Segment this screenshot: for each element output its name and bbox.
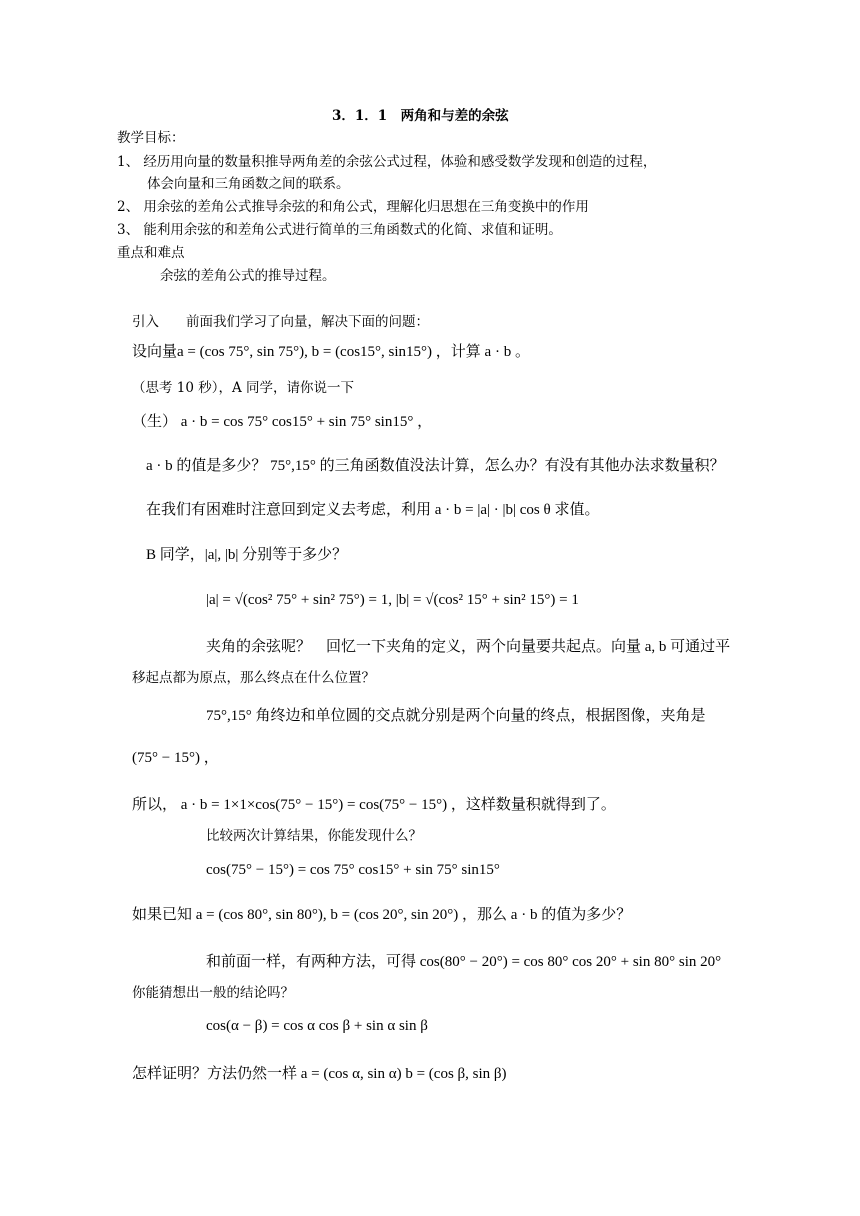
page-title: 3．1．1 两角和与差的余弦 [332,108,509,124]
question-1: 设向量a = (cos 75°, sin 75°), b = (cos15°, sin15°) ，计算 a · b 。 [132,344,530,360]
ask-text: a · b 的值是多少？ 75°,15° 的三角函数值没法计算，怎么办？有没有其他办法求数量积？ [146,458,725,474]
guess-text: 你能猜想出一般的结论吗？ [132,985,294,1001]
think-prompt: （思考 10 秒），A 同学，请你说一下 [132,380,355,396]
key-heading: 重点和难点 [117,245,185,261]
objective-item-1-cont: 体会向量和三角函数之间的联系。 [147,176,350,192]
student-answer: （生） a · b = cos 75° cos15° + sin 75° sin15° ， [132,414,433,430]
norms-equation: |a| = √(cos² 75° + sin² 75°) = 1, |b| = √(cos² 15° + sin² 15°) = 1 [206,592,579,608]
b-student-question: B 同学，|a|, |b| 分别等于多少？ [146,547,348,563]
two-methods: 和前面一样，有两种方法，可得 cos(80° − 20°) = cos 80° cos 20° + sin 80° sin 20° [206,954,722,970]
hint-text: 在我们有困难时注意回到定义去考虑，利用 a · b = |a| · |b| cos θ 求值。 [146,502,600,518]
key-content: 余弦的差角公式的推导过程。 [160,268,336,284]
objectives-heading: 教学目标： [117,130,185,146]
intro-text: 引入 前面我们学习了向量，解决下面的问题： [132,314,429,330]
intersection-text: 75°,15° 角终边和单位圆的交点就分别是两个向量的终点，根据图像，夹角是 [206,708,706,724]
prove-text: 怎样证明？方法仍然一样 a = (cos α, sin α) b = (cos β, sin β) [132,1066,507,1082]
equation-1: cos(75° − 15°) = cos 75° cos15° + sin 75° sin15° [206,862,500,878]
objective-item-2: 2、 用余弦的差角公式推导余弦的和角公式，理解化归思想在三角变换中的作用 [117,199,589,215]
objective-item-1: 1、 经历用向量的数量积推导两角差的余弦公式过程，体验和感受数学发现和创造的过程， [117,154,657,170]
objective-item-3: 3、 能利用余弦的和差角公式进行简单的三角函数式的化简、求值和证明。 [117,222,562,238]
angle-text-2: 移起点都为原点，那么终点在什么位置？ [132,670,375,686]
general-formula: cos(α − β) = cos α cos β + sin α sin β [206,1018,428,1034]
angle-diff: (75° − 15°) ， [132,750,219,766]
question-2: 如果已知 a = (cos 80°, sin 80°), b = (cos 20°, sin 20°) ，那么 a · b 的值为多少？ [132,907,632,923]
so-equation: 所以， a · b = 1×1×cos(75° − 15°) = cos(75° − 15°) ，这样数量积就得到了。 [132,797,616,813]
compare-text: 比较两次计算结果，你能发现什么？ [206,828,422,844]
angle-text-1: 夹角的余弦呢？ 回忆一下夹角的定义，两个向量要共起点。向量 a, b 可通过平 [206,639,731,655]
